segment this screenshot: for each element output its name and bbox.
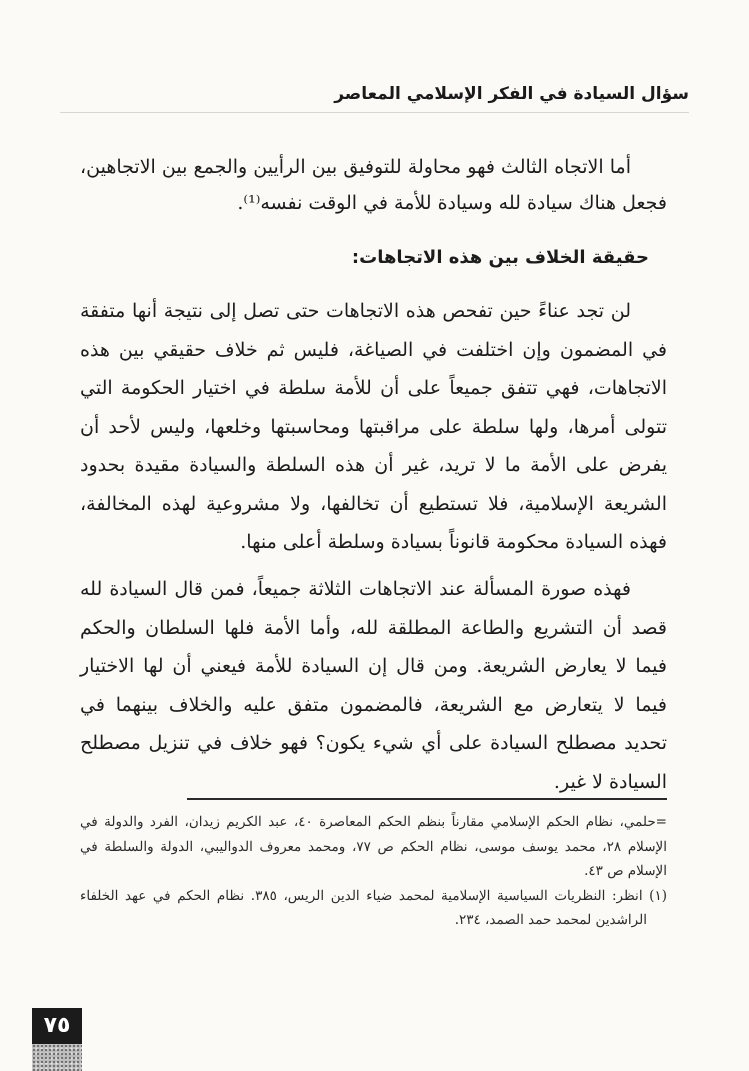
page-number: ٧٥	[32, 1008, 82, 1044]
footnote-continued: =حلمي، نظام الحكم الإسلامي مقارناً بنظم الحكم المعاصرة ٤٠، عبد الكريم زيدان، الفرد والدولة في الإسلام ٢٨، محمد يوسف موسى، نظام الحكم ص ٧٧، ومحمد معروف الدواليبي، الدولة والسلطة في الإسلام ص ٤٣.	[80, 814, 667, 879]
body-text	[80, 150, 667, 221]
page-number-texture	[32, 1044, 82, 1071]
footnotes	[80, 810, 667, 933]
section-heading: حقيقة الخلاف بين هذه الاتجاهات:	[351, 247, 649, 268]
footnote-1: (١) انظر: النظريات السياسية الإسلامية لمحمد ضياء الدين الريس، ٣٨٥. نظام الحكم في عهد الخلفاء الراشدين لمحمد حمد الصمد، ٢٣٤.	[80, 887, 667, 928]
paragraph-1: أما الاتجاه الثالث فهو محاولة للتوفيق بين الرأيين والجمع بين الاتجاهين، فجعل هناك سيادة لله وسيادة للأمة في الوقت نفسه⁽¹⁾.	[80, 156, 667, 214]
paragraph-2: لن تجد عناءً حين تفحص هذه الاتجاهات حتى تصل إلى نتيجة أنها متفقة في المضمون وإن اختلفت في الصياغة، فليس ثم خلاف حقيقي بين هذه الاتجاهات، فهي تتفق جميعاً على أن للأمة سلطة في اختيار الحكومة التي تتولى أمرها، ولها سلطة على مراقبتها ومحاسبتها وخلعها، وليس لأحد أن يفرض على الأمة ما لا تريد، غير أن هذه السلطة والسيادة مقيدة بحدود الشريعة الإسلامية، فلا تستطيع أن تخالفها، ولا مشروعية لهذه المخالفة، فهذه السيادة محكومة قانوناً بسيادة وسلطة أعلى منها.	[80, 300, 667, 553]
paragraph-3: فهذه صورة المسألة عند الاتجاهات الثلاثة جميعاً، فمن قال السيادة لله قصد أن التشريع والطاعة المطلقة لله، وأما الأمة فلها السلطان والحكم فيما لا يعارض الشريعة. ومن قال إن السيادة للأمة فيعني أن لها الاختيار فيما لا يتعارض مع الشريعة، فالمضمون متفق عليه والخلاف بينهما في تحديد مصطلح السيادة على أي شيء يكون؟ فهو خلاف في تنزيل مصطلح السيادة لا غير.	[80, 578, 667, 793]
header-divider	[60, 112, 689, 113]
footnote-divider	[187, 798, 667, 800]
running-head: سؤال السيادة في الفكر الإسلامي المعاصر	[334, 84, 689, 104]
